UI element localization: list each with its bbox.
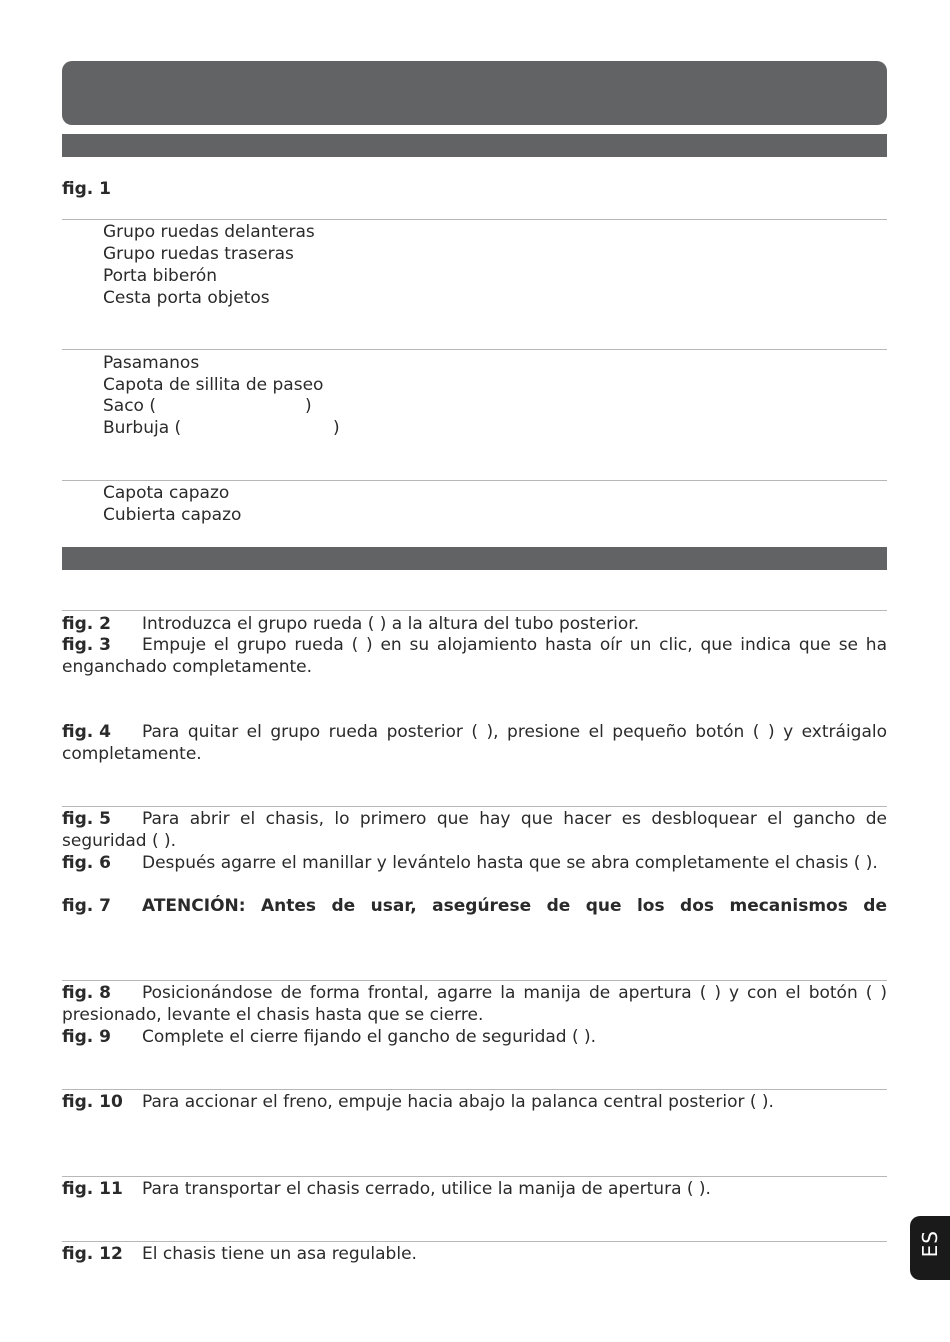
fig12-label: fig. 12 xyxy=(62,1244,123,1264)
fig1-label: fig. 1 xyxy=(62,179,111,199)
fig7-label: fig. 7 xyxy=(62,896,111,916)
list-item: Burbuja ( xyxy=(103,418,182,438)
fig10-label: fig. 10 xyxy=(62,1092,123,1112)
list-item: Capota capazo xyxy=(103,483,230,503)
divider xyxy=(62,980,887,981)
list-item: Cesta porta objetos xyxy=(103,288,270,308)
list-item: Porta biberón xyxy=(103,266,218,286)
fig11-text: Para transportar el chasis cerrado, utilice la manija de apertura ( ). xyxy=(142,1179,711,1199)
divider xyxy=(62,219,887,220)
fig12-text: El chasis tiene un asa regulable. xyxy=(142,1244,417,1264)
divider xyxy=(62,806,887,807)
divider xyxy=(62,1089,887,1090)
fig4-text: Para quitar el grupo rueda posterior ( ), presione el pequeño botón ( ) y extráigalo completamente. xyxy=(62,722,887,764)
fig8-text: Posicionándose de forma frontal, agarre la manija de apertura ( ) y con el botón ( ) presionado, levante el chasis hasta que se cierre. xyxy=(62,983,887,1025)
title-bar xyxy=(62,61,887,125)
fig6-text: Después agarre el manillar y levántelo hasta que se abra completamente el chasis ( ). xyxy=(142,853,878,873)
list-item-paren: ) xyxy=(305,396,312,416)
divider xyxy=(62,610,887,611)
list-item: Pasamanos xyxy=(103,353,200,373)
fig9-text: Complete el cierre fijando el gancho de seguridad ( ). xyxy=(142,1027,597,1047)
fig3-text: Empuje el grupo rueda ( ) en su alojamiento hasta oír un clic, que indica que se ha enganchado completamente. xyxy=(62,635,887,677)
fig4-label: fig. 4 xyxy=(62,722,111,742)
fig10-text: Para accionar el freno, empuje hacia abajo la palanca central posterior ( ). xyxy=(142,1092,774,1112)
divider xyxy=(62,1241,887,1242)
fig8-label: fig. 8 xyxy=(62,983,111,1003)
list-item-paren: ) xyxy=(333,418,340,438)
section-bar-components xyxy=(62,134,887,157)
list-item: Saco ( xyxy=(103,396,156,416)
language-tab-label: ES xyxy=(918,1230,942,1258)
list-item: Cubierta capazo xyxy=(103,505,242,525)
fig5-label: fig. 5 xyxy=(62,809,111,829)
list-item: Grupo ruedas traseras xyxy=(103,244,294,264)
list-item: Capota de sillita de paseo xyxy=(103,375,324,395)
fig11-label: fig. 11 xyxy=(62,1179,123,1199)
fig2-label: fig. 2 xyxy=(62,614,111,634)
divider xyxy=(62,1176,887,1177)
divider xyxy=(62,349,887,350)
fig5-text: Para abrir el chasis, lo primero que hay que hacer es desbloquear el gancho de seguridad ( ). xyxy=(62,809,887,851)
fig9-label: fig. 9 xyxy=(62,1027,111,1047)
fig2-text: Introduzca el grupo rueda ( ) a la altura del tubo posterior. xyxy=(142,614,640,634)
fig7-text: ATENCIÓN: Antes de usar, asegúrese de que los dos mecanismos de xyxy=(142,896,887,916)
fig6-label: fig. 6 xyxy=(62,853,111,873)
list-item: Grupo ruedas delanteras xyxy=(103,222,315,242)
section-bar-assembly xyxy=(62,547,887,570)
divider xyxy=(62,480,887,481)
fig3-label: fig. 3 xyxy=(62,635,111,655)
